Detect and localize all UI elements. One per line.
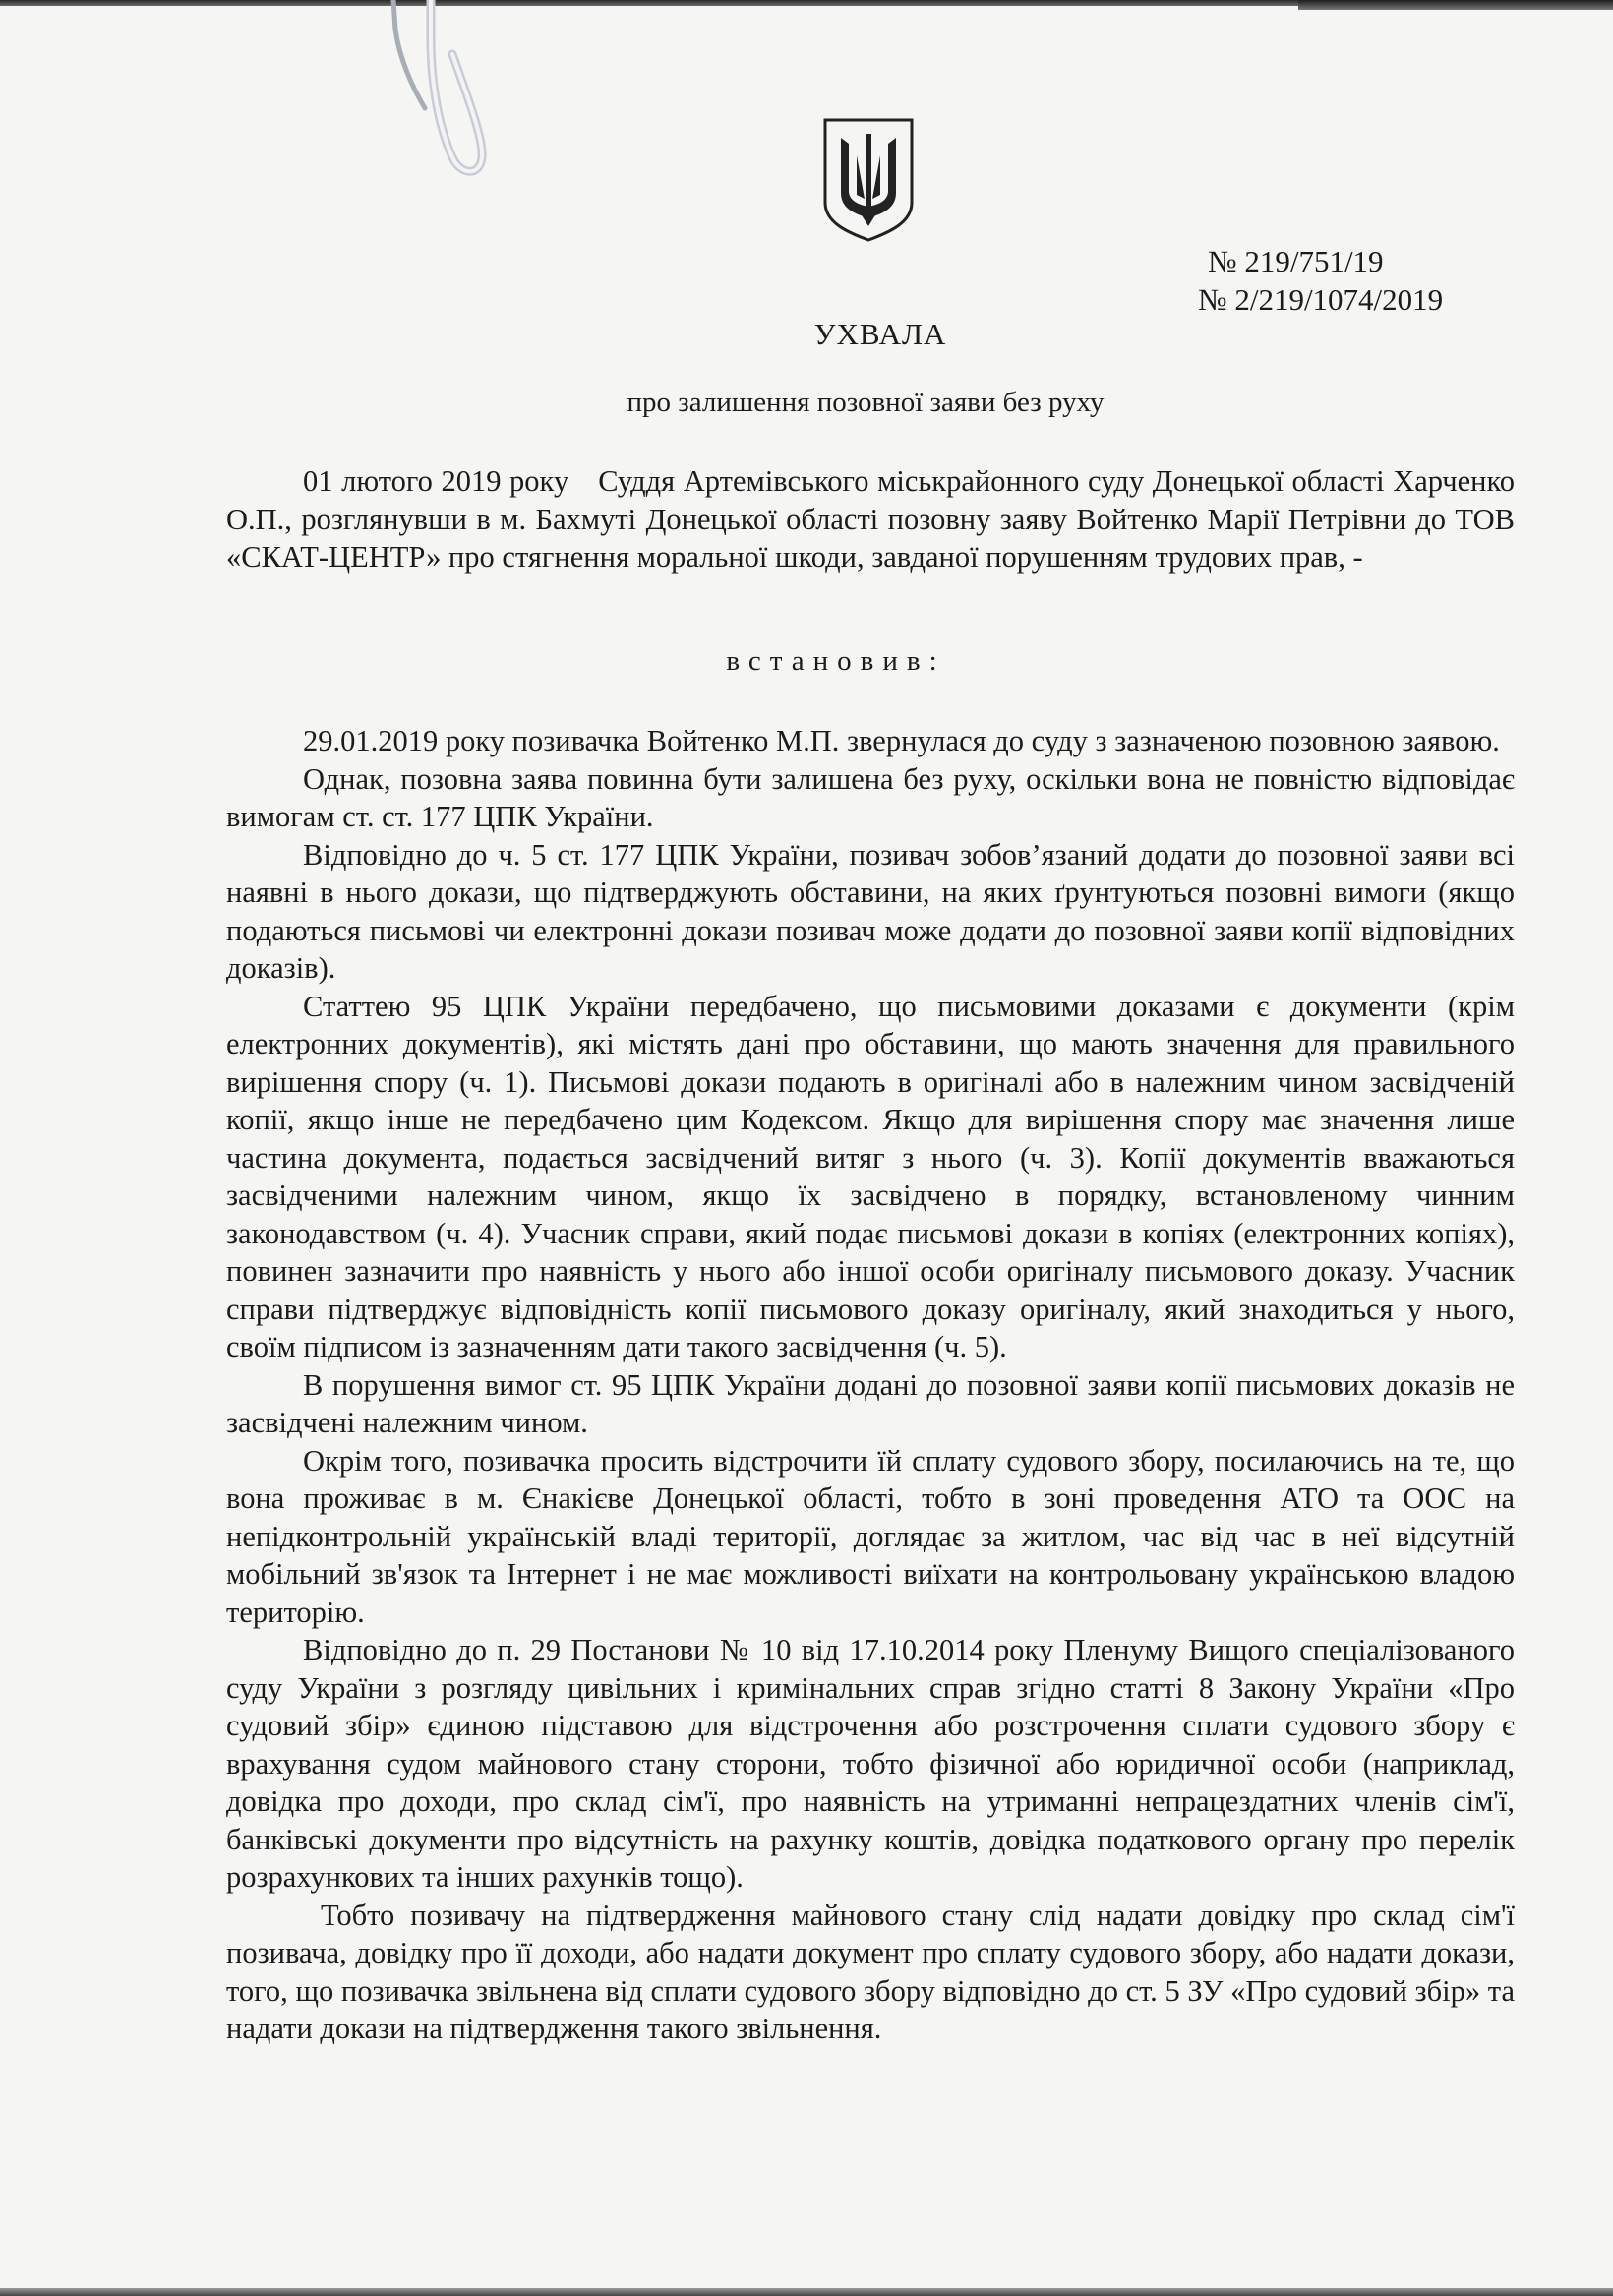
paper-clip-icon [374,0,492,197]
paragraph: Однак, позовна заява повинна бути залишена без руху, оскільки вона не повністю відповідає вимогам ст. ст. 177 ЦПК України. [226,761,1515,833]
intro-paragraph [226,462,1515,576]
paragraph: Статтею 95 ЦПК України передбачено, що письмовими доказами є документи (крім електронних документів), які містять дані про обставини, що мають значення для правильного вирішення спору (ч. 1). Письмові докази подають в оригіналі або в належним чином засвідченій копії, якщо інше не передбачено цим Кодексом. Якщо для вирішення спору має значення лише частина документа, подається засвідчений витяг з нього (ч. 3). Копії документів вважаються засвідченими належним чином, якщо їх засвідчено в порядку, встановленому чинним законодавством (ч. 4). Учасник справи, який подає письмові докази в копіях (електронних копіях), повинен зазначити про наявність у нього або іншої особи оригіналу письмового доказу. Учасник справи підтверджує відповідність копії письмового доказу оригіналу, який знаходиться у нього, своїм підписом із зазначенням дати такого засвідчення (ч. 5). [226,989,1515,1363]
case-number-2: № 2/219/1074/2019 [1198,282,1444,317]
scan-edge-bottom [0,2288,1613,2296]
paragraph: Тобто позивачу на підтвердження майнового стану слід надати довідку про склад сім'ї позивача, довідку про її доходи, або надати документ про сплату судового збору, або надати докази, того, що позивачка звільнена від сплати судового збору відповідно до ст. 5 ЗУ «Про судовий збір» та надати докази на підтвердження такого звільнення. [226,1898,1515,2045]
paragraph: Окрім того, позивачка просить відстрочити їй сплату судового збору, посилаючись на те, що вона проживає в м. Єнакієве Донецької області, тобто в зоні проведення АТО та ООС на непідконтрольній українській владі території, доглядає за житлом, час від час в неї відсутній мобільний зв'язок та Інтернет і не має можливості виїхати на контрольовану українською владою територію. [226,1443,1515,1629]
document-subtitle: про залишення позовної заяви без руху [627,387,1105,418]
scan-edge-corner [1298,0,1613,10]
ruling-date: 01 лютого 2019 року [303,464,569,498]
paragraph: 29.01.2019 року позивачка Войтенко М.П. звернулася до суду з зазначеною позовною заявою. [303,724,1500,757]
established-heading: встановив: [726,645,946,677]
intro-text: Суддя Артемівського міськрайонного суду Донецької області Харченко О.П., розглянувши в м. Бахмуті Донецької області позовну заяву Войтенко Марії Петрівни до ТОВ «СКАТ-ЦЕНТР» про стягнення моральної шкоди, завданої порушенням трудових прав, - [226,464,1515,574]
main-text [226,722,1515,2048]
coat-of-arms-icon [819,116,918,244]
paragraph: В порушення вимог ст. 95 ЦПК України додані до позовної заяви копії письмових доказів не засвідчені належним чином. [226,1367,1515,1439]
document-title: УХВАЛА [813,317,947,351]
case-number-1: № 219/751/19 [1208,244,1384,278]
paragraph: Відповідно до ч. 5 ст. 177 ЦПК України, позивач зобов’язаний додати до позовної заяви всі наявні в нього докази, що підтверджують обставини, на яких ґрунтуються позовні вимоги (якщо подаються письмові чи електронні докази позивач може додати до позовної заяви копії відповідних доказів). [226,837,1515,985]
paragraph: Відповідно до п. 29 Постанови № 10 від 17.10.2014 року Пленуму Вищого спеціалізованого суду України з розгляду цивільних і кримінальних справ згідно статті 8 Закону України «Про судовий збір» єдиною підставою для відстрочення або розстрочення сплати судового збору є врахування судом майнового стану сторони, тобто фізичної або юридичної особи (наприклад, довідка про доходи, про склад сім'ї, про наявність на утриманні непрацездатних членів сім'ї, банківські документи про відсутність на рахунку коштів, довідка податкового органу про перелік розрахункових та інших рахунків тощо). [226,1633,1515,1894]
